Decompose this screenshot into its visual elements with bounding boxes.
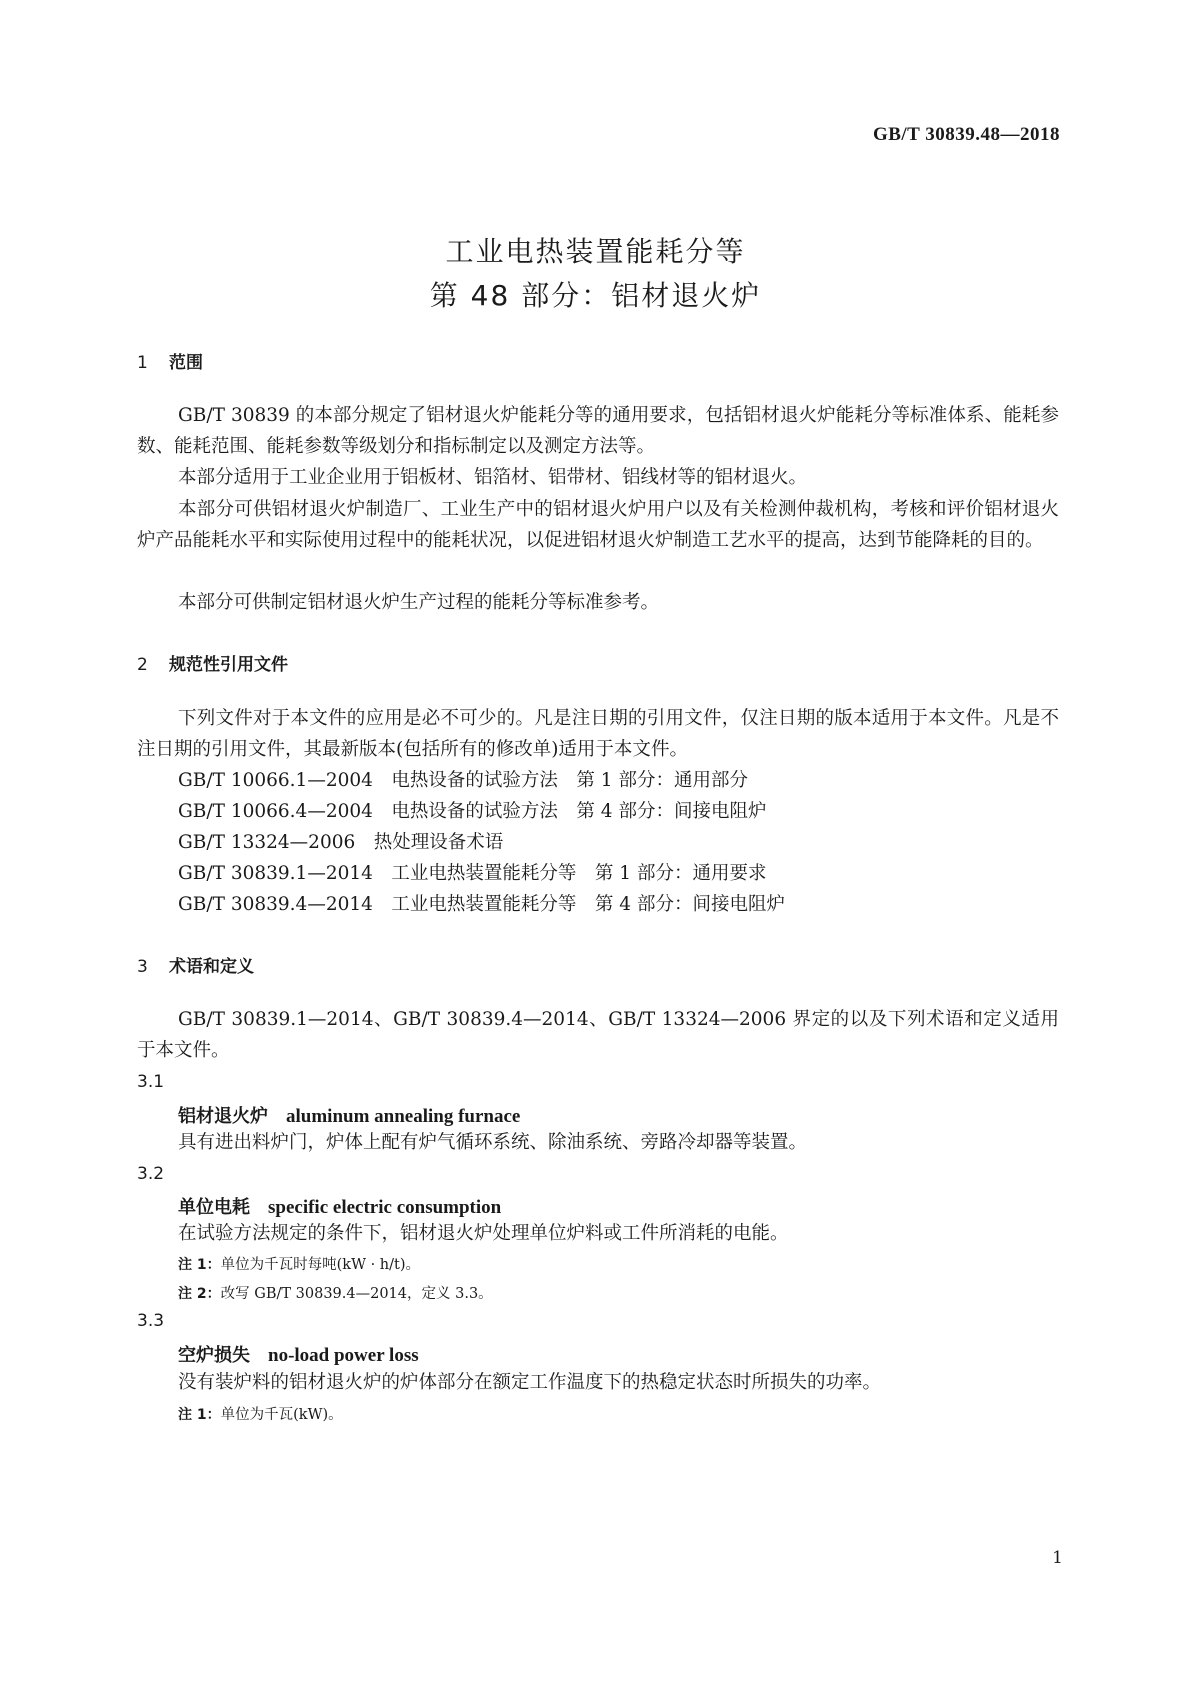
term-definition: 在试验方法规定的条件下，铝材退火炉处理单位炉料或工件所消耗的电能。 bbox=[178, 1223, 789, 1244]
note bbox=[178, 1282, 493, 1303]
note bbox=[178, 1253, 420, 1274]
references-intro: 下列文件对于本文件的应用是必不可少的。凡是注日期的引用文件，仅注日期的版本适用于本文件。凡是不注日期的引用文件，其最新版本(包括所有的修改单)适用于本文件。 bbox=[137, 708, 1059, 760]
note-label: 注 1： bbox=[178, 1407, 221, 1423]
term-heading bbox=[178, 1193, 501, 1219]
section-title: 规范性引用文件 bbox=[169, 655, 288, 675]
term-english: aluminum annealing furnace bbox=[286, 1106, 521, 1127]
note-text: 单位为千瓦时每吨(kW · h/t)。 bbox=[220, 1257, 421, 1273]
scope-paragraph-3: 本部分可供铝材退火炉制造厂、工业生产中的铝材退火炉用户以及有关检测仲裁机构，考核和评价铝材退火炉产品能耗水平和实际使用过程中的能耗状况，以促进铝材退火炉制造工艺水平的提高，达到节能降耗的目的。 bbox=[137, 499, 1059, 551]
term-heading bbox=[178, 1341, 419, 1367]
note-text: 改写 GB/T 30839.4—2014，定义 3.3。 bbox=[220, 1286, 493, 1302]
section-number: 1 bbox=[137, 353, 148, 373]
section-number: 2 bbox=[137, 655, 148, 675]
clause-number: 3.2 bbox=[137, 1164, 165, 1184]
section-number: 3 bbox=[137, 957, 148, 977]
terms-intro: GB/T 30839.1—2014、GB/T 30839.4—2014、GB/T 13324—2006 界定的以及下列术语和定义适用于本文件。 bbox=[137, 1009, 1059, 1061]
scope-paragraph-1: GB/T 30839 的本部分规定了铝材退火炉能耗分等的通用要求，包括铝材退火炉能耗分等标准体系、能耗参数、能耗范围、能耗参数等级划分和指标制定以及测定方法等。 bbox=[137, 405, 1059, 457]
section-heading-terms bbox=[137, 952, 254, 977]
term-definition: 没有装炉料的铝材退火炉的炉体部分在额定工作温度下的热稳定状态时所损失的功率。 bbox=[178, 1372, 882, 1393]
reference-item: GB/T 10066.1—2004 电热设备的试验方法 第 1 部分：通用部分 bbox=[178, 770, 748, 791]
document-subtitle: 第 48 部分：铝材退火炉 bbox=[429, 279, 762, 312]
reference-item: GB/T 30839.4—2014 工业电热装置能耗分等 第 4 部分：间接电阻炉 bbox=[178, 894, 785, 915]
page-number: 1 bbox=[1052, 1548, 1063, 1568]
term-chinese: 单位电耗 bbox=[178, 1197, 250, 1218]
term-english: specific electric consumption bbox=[268, 1197, 502, 1218]
note-text: 单位为千瓦(kW)。 bbox=[220, 1407, 343, 1423]
clause-number: 3.3 bbox=[137, 1311, 165, 1331]
reference-item: GB/T 10066.4—2004 电热设备的试验方法 第 4 部分：间接电阻炉 bbox=[178, 801, 767, 822]
note-label: 注 1： bbox=[178, 1257, 221, 1273]
scope-paragraph-2: 本部分适用于工业企业用于铝板材、铝箔材、铝带材、铝线材等的铝材退火。 bbox=[178, 467, 808, 488]
reference-item: GB/T 30839.1—2014 工业电热装置能耗分等 第 1 部分：通用要求 bbox=[178, 863, 767, 884]
note-label: 注 2： bbox=[178, 1286, 221, 1302]
standard-code: GB/T 30839.48—2018 bbox=[872, 124, 1060, 145]
term-english: no-load power loss bbox=[268, 1345, 419, 1366]
section-heading-normative-references bbox=[137, 650, 288, 675]
section-title: 术语和定义 bbox=[169, 957, 254, 977]
section-heading-scope bbox=[137, 348, 203, 373]
reference-item: GB/T 13324—2006 热处理设备术语 bbox=[178, 832, 504, 853]
note bbox=[178, 1403, 343, 1424]
term-chinese: 空炉损失 bbox=[178, 1345, 250, 1366]
term-definition: 具有进出料炉门，炉体上配有炉气循环系统、除油系统、旁路冷却器等装置。 bbox=[178, 1132, 808, 1153]
term-chinese: 铝材退火炉 bbox=[178, 1106, 268, 1127]
term-heading bbox=[178, 1102, 520, 1128]
clause-number: 3.1 bbox=[137, 1072, 165, 1092]
document-title: 工业电热装置能耗分等 bbox=[445, 235, 746, 268]
section-title: 范围 bbox=[169, 353, 203, 373]
scope-paragraph-4: 本部分可供制定铝材退火炉生产过程的能耗分等标准参考。 bbox=[178, 592, 660, 613]
